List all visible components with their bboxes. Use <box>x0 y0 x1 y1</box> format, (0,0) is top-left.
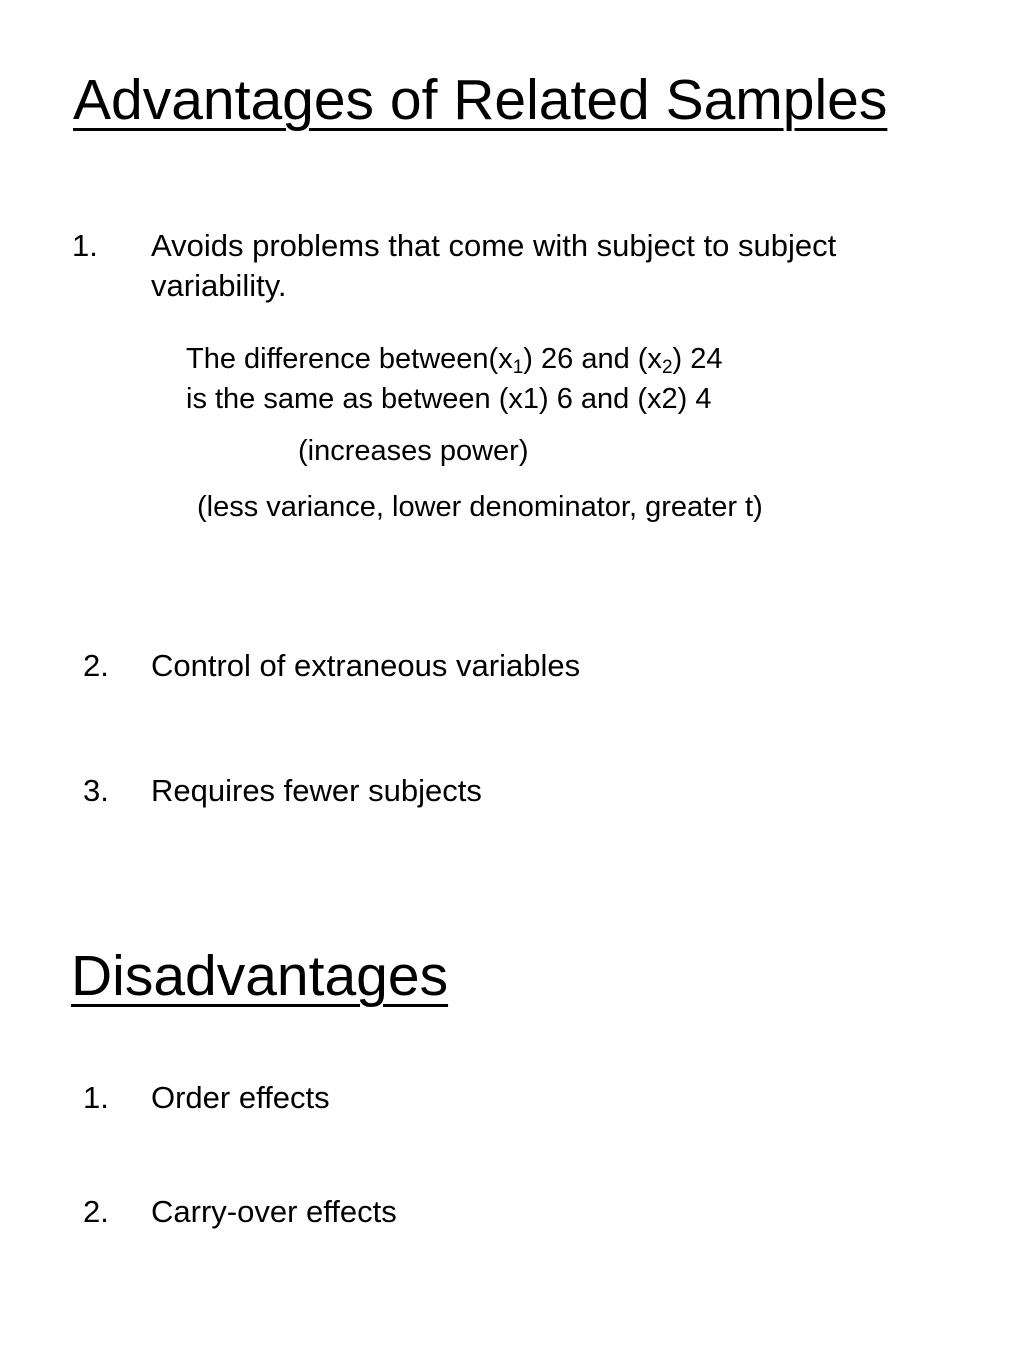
disadvantages-heading: Disadvantages <box>71 944 449 1008</box>
advantage-item-1-number: 1. <box>72 228 98 263</box>
advantage-item-1-line-2: variability. <box>151 268 287 304</box>
disadvantage-item-1-text: Order effects <box>151 1080 330 1115</box>
increases-power-note: (increases power) <box>298 435 529 467</box>
difference-example <box>186 339 723 419</box>
difference-example-line-2: is the same as between (x1) 6 and (x2) 4 <box>186 383 712 416</box>
advantages-heading: Advantages of Related Samples <box>73 68 888 132</box>
advantage-item-2-number: 2. <box>83 648 109 683</box>
disadvantage-item-2-text: Carry-over effects <box>151 1194 397 1229</box>
advantage-item-1-line-1: Avoids problems that come with subject to subject <box>151 228 837 263</box>
variance-note: (less variance, lower denominator, greater t) <box>197 491 763 523</box>
disadvantage-item-1-number: 1. <box>83 1080 109 1115</box>
advantage-item-3-text: Requires fewer subjects <box>151 773 482 808</box>
advantage-item-1-text <box>151 226 836 307</box>
disadvantage-item-2-number: 2. <box>83 1194 109 1229</box>
advantage-item-2-text: Control of extraneous variables <box>151 648 581 683</box>
advantage-item-3-number: 3. <box>83 773 109 808</box>
difference-example-line-1: The difference $between(x_1)$ 26 and $(x_2)$ 24 <box>186 343 723 378</box>
